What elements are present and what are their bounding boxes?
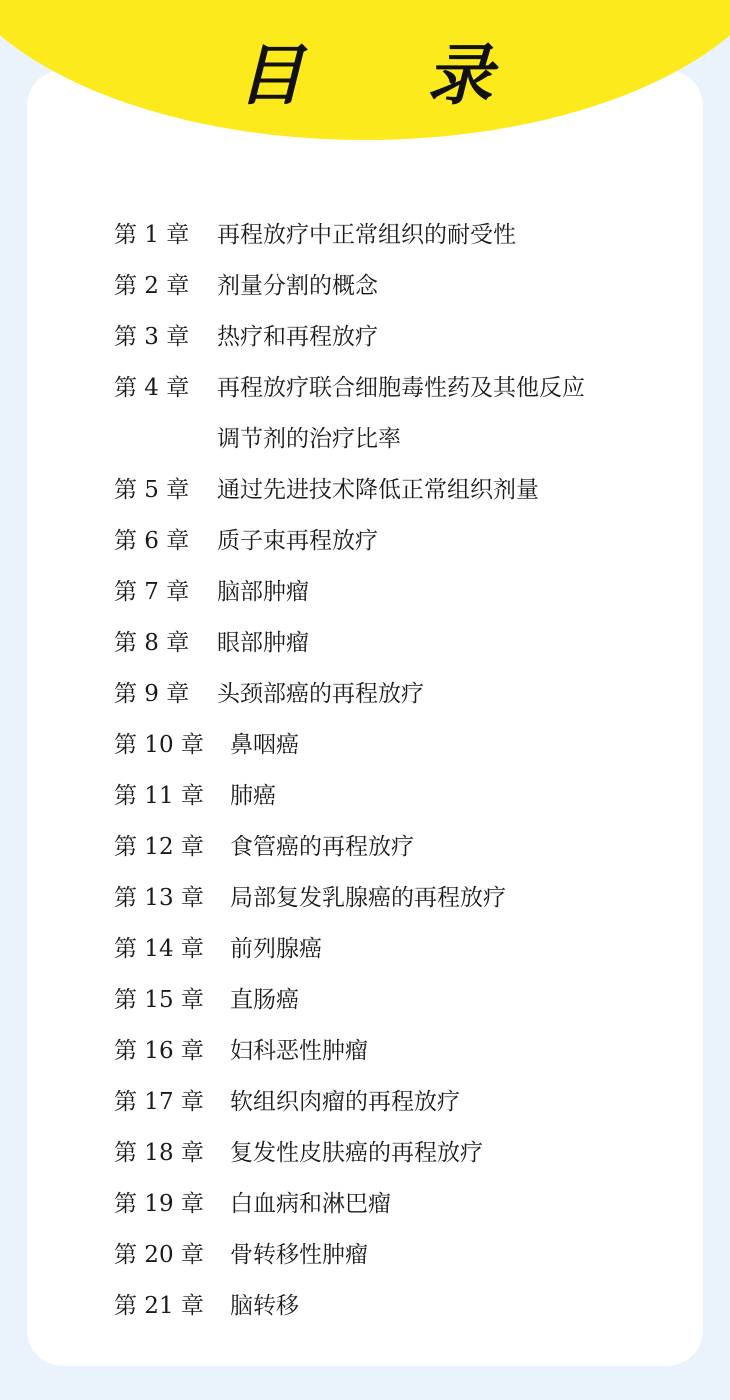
chapter-title-line: 通过先进技术降低正常组织剂量 bbox=[217, 477, 539, 503]
toc-entry[interactable] bbox=[114, 375, 674, 453]
toc-entry[interactable] bbox=[114, 783, 674, 810]
chapter-title bbox=[217, 273, 674, 300]
toc-entry[interactable] bbox=[114, 1242, 674, 1269]
chapter-title bbox=[217, 375, 674, 453]
chapter-title-line: 再程放疗联合细胞毒性药及其他反应 bbox=[217, 375, 585, 401]
chapter-number: 第 18 章 bbox=[114, 1140, 204, 1166]
chapter-number: 第 1 章 bbox=[114, 222, 190, 248]
chapter-title-line: 鼻咽癌 bbox=[230, 732, 299, 758]
chapter-number: 第 8 章 bbox=[114, 630, 190, 656]
chapter-title bbox=[217, 528, 674, 555]
chapter-title bbox=[230, 1191, 674, 1218]
chapter-title-line: 妇科恶性肿瘤 bbox=[230, 1038, 368, 1064]
chapter-number: 第 9 章 bbox=[114, 681, 190, 707]
toc-entry[interactable] bbox=[114, 732, 674, 759]
toc-entry[interactable] bbox=[114, 987, 674, 1014]
toc-entry[interactable] bbox=[114, 1089, 674, 1116]
chapter-title bbox=[230, 834, 674, 861]
toc-entry[interactable] bbox=[114, 222, 674, 249]
chapter-title-line: 眼部肿瘤 bbox=[217, 630, 309, 656]
chapter-title bbox=[230, 1140, 674, 1167]
toc-entry[interactable] bbox=[114, 579, 674, 606]
chapter-number: 第 13 章 bbox=[114, 885, 204, 911]
page-title: 目 录 bbox=[237, 37, 543, 114]
toc-entry[interactable] bbox=[114, 630, 674, 657]
chapter-number: 第 16 章 bbox=[114, 1038, 204, 1064]
chapter-title bbox=[230, 987, 674, 1014]
chapter-title-line: 直肠癌 bbox=[230, 987, 299, 1013]
chapter-number: 第 12 章 bbox=[114, 834, 204, 860]
chapter-number: 第 3 章 bbox=[114, 324, 190, 350]
chapter-number: 第 17 章 bbox=[114, 1089, 204, 1115]
chapter-title-line: 质子束再程放疗 bbox=[217, 528, 378, 554]
toc-entry[interactable] bbox=[114, 936, 674, 963]
chapter-title-line: 食管癌的再程放疗 bbox=[230, 834, 414, 860]
chapter-number: 第 15 章 bbox=[114, 987, 204, 1013]
toc-entry[interactable] bbox=[114, 273, 674, 300]
toc-entry[interactable] bbox=[114, 477, 674, 504]
chapter-number: 第 4 章 bbox=[114, 375, 190, 401]
chapter-number: 第 6 章 bbox=[114, 528, 190, 554]
toc-entry[interactable] bbox=[114, 885, 674, 912]
chapter-title bbox=[230, 1089, 674, 1116]
chapter-title bbox=[230, 1242, 674, 1269]
toc-entry[interactable] bbox=[114, 1038, 674, 1065]
chapter-number: 第 20 章 bbox=[114, 1242, 204, 1268]
toc-entry[interactable] bbox=[114, 324, 674, 351]
toc-entry[interactable] bbox=[114, 1293, 674, 1320]
chapter-title-line: 头颈部癌的再程放疗 bbox=[217, 681, 424, 707]
toc-entry[interactable] bbox=[114, 528, 674, 555]
chapter-title-line: 前列腺癌 bbox=[230, 936, 322, 962]
chapter-title bbox=[230, 1038, 674, 1065]
chapter-number: 第 14 章 bbox=[114, 936, 204, 962]
chapter-title-line: 热疗和再程放疗 bbox=[217, 324, 378, 350]
chapter-number: 第 19 章 bbox=[114, 1191, 204, 1217]
chapter-number: 第 10 章 bbox=[114, 732, 204, 758]
chapter-title-line: 复发性皮肤癌的再程放疗 bbox=[230, 1140, 483, 1166]
chapter-number: 第 7 章 bbox=[114, 579, 190, 605]
chapter-title-line: 脑转移 bbox=[230, 1293, 299, 1319]
chapter-title-line: 肺癌 bbox=[230, 783, 276, 809]
chapter-title bbox=[230, 783, 674, 810]
chapter-title-line: 局部复发乳腺癌的再程放疗 bbox=[230, 885, 506, 911]
chapter-title bbox=[217, 222, 674, 249]
chapter-number: 第 5 章 bbox=[114, 477, 190, 503]
chapter-number: 第 2 章 bbox=[114, 273, 190, 299]
chapter-title bbox=[230, 885, 674, 912]
chapter-number: 第 21 章 bbox=[114, 1293, 204, 1319]
chapter-title bbox=[217, 681, 674, 708]
chapter-title-line: 骨转移性肿瘤 bbox=[230, 1242, 368, 1268]
chapter-title bbox=[217, 579, 674, 606]
chapter-title-line: 调节剂的治疗比率 bbox=[217, 426, 401, 452]
chapter-title-line: 脑部肿瘤 bbox=[217, 579, 309, 605]
chapter-title bbox=[217, 630, 674, 657]
chapter-title bbox=[217, 477, 674, 504]
chapter-title-line: 软组织肉瘤的再程放疗 bbox=[230, 1089, 460, 1115]
toc-entry[interactable] bbox=[114, 681, 674, 708]
toc-entry[interactable] bbox=[114, 1140, 674, 1167]
table-of-contents bbox=[114, 222, 674, 1344]
chapter-title bbox=[230, 936, 674, 963]
chapter-title bbox=[217, 324, 674, 351]
chapter-title bbox=[230, 1293, 674, 1320]
chapter-title bbox=[230, 732, 674, 759]
chapter-number: 第 11 章 bbox=[114, 783, 204, 809]
toc-entry[interactable] bbox=[114, 1191, 674, 1218]
toc-entry[interactable] bbox=[114, 834, 674, 861]
chapter-title-line: 再程放疗中正常组织的耐受性 bbox=[217, 222, 516, 248]
chapter-title-line: 剂量分割的概念 bbox=[217, 273, 378, 299]
chapter-title-line: 白血病和淋巴瘤 bbox=[230, 1191, 391, 1217]
